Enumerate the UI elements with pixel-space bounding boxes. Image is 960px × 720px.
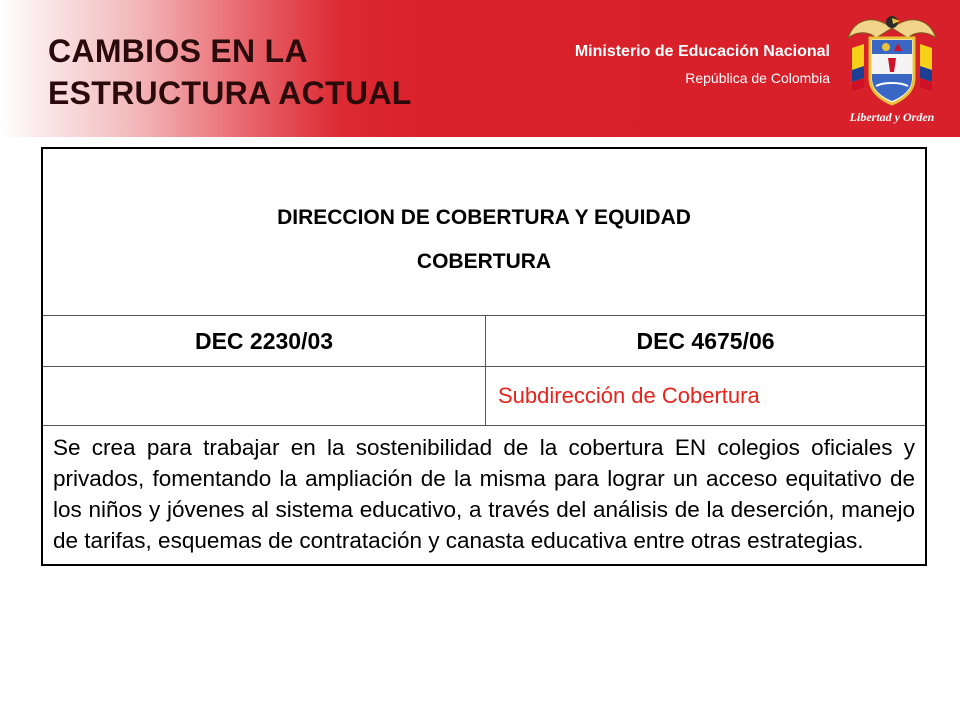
- column-header-dec-2230: DEC 2230/03: [42, 316, 486, 367]
- slide-title-line-1: CAMBIOS EN LA: [48, 33, 308, 69]
- table-cell-left: [42, 367, 486, 426]
- table-row: [42, 367, 926, 426]
- table-cell-subdireccion: Subdirección de Cobertura: [486, 367, 927, 426]
- slide-title: [48, 30, 412, 114]
- table-description-row: [42, 426, 926, 566]
- table-heading-row: [42, 148, 926, 316]
- table-heading-cell: [42, 148, 926, 316]
- ministry-block: [575, 42, 830, 88]
- header-banner: [0, 0, 960, 137]
- colombia-coat-of-arms-icon: [842, 8, 942, 133]
- country-name: República de Colombia: [685, 70, 830, 86]
- motto-text: Libertad y Orden: [849, 110, 935, 124]
- crest-graphic: [842, 8, 942, 113]
- table-heading-line-2: COBERTURA: [416, 250, 552, 273]
- table-heading-line-1: DIRECCION DE COBERTURA Y EQUIDAD: [277, 206, 691, 229]
- table-column-header-row: [42, 316, 926, 367]
- slide-title-line-2: ESTRUCTURA ACTUAL: [48, 75, 412, 111]
- column-header-dec-4675: DEC 4675/06: [486, 316, 927, 367]
- ministry-name: Ministerio de Educación Nacional: [574, 43, 830, 60]
- description-text: Se crea para trabajar en la sostenibilidad de la cobertura EN colegios oficiales y privados, fomentando la ampliación de la misma para lograr un acceso equitativo de los niños y jóvenes al sistema educativo, a través del análisis de la deserción, manejo de tarifas, esquemas de contratación y canasta educativa entre otras estrategias.: [42, 426, 926, 566]
- structure-table: [41, 147, 927, 566]
